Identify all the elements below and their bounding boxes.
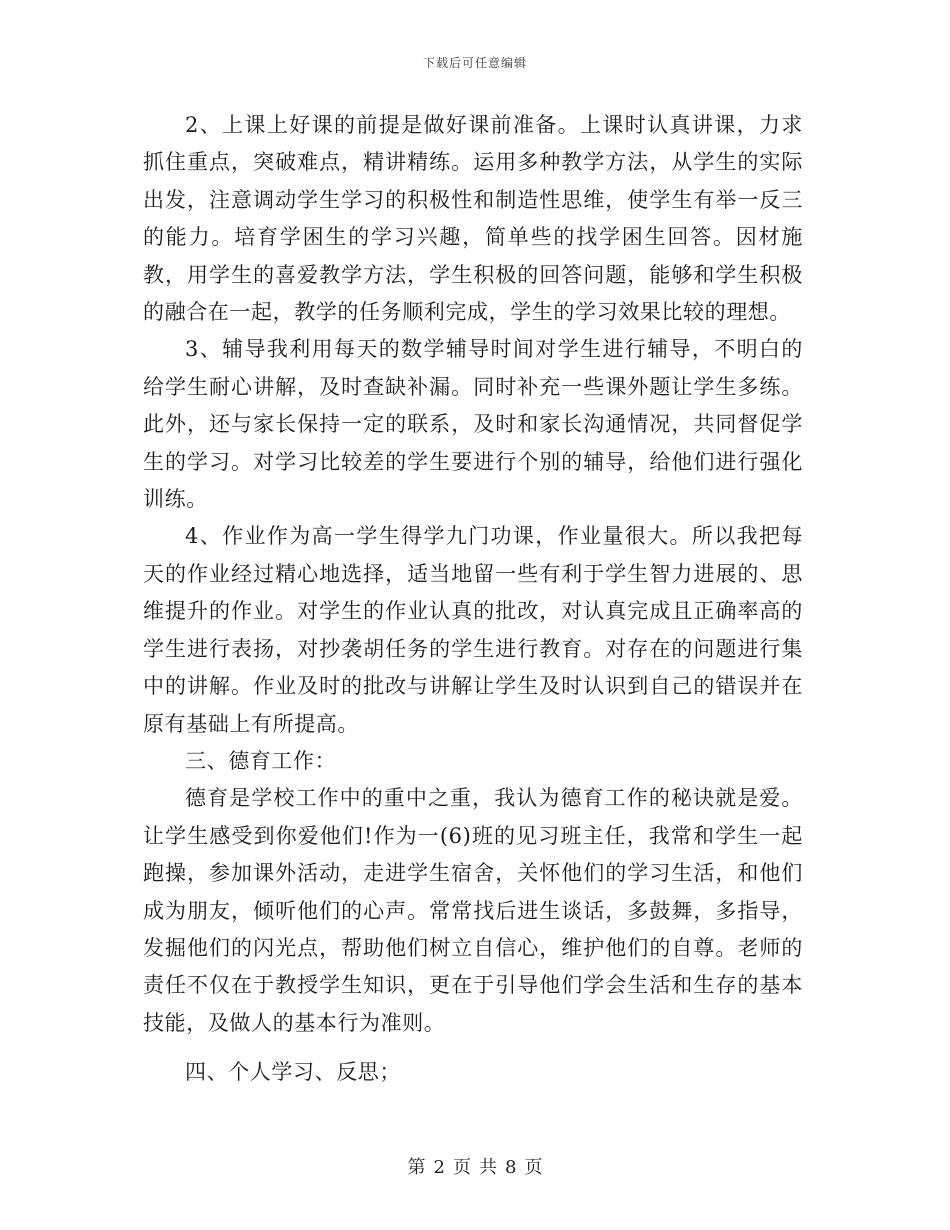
download-edit-note: 下载后可任意编辑 xyxy=(422,56,527,70)
page-number-footer xyxy=(0,1153,950,1179)
paragraph-tutoring: 3、辅导我利用每天的数学辅导时间对学生进行辅导，不明白的给学生耐心讲解，及时查缺补漏。同时补充一些课外题让学生多练。此外，还与家长保持一定的联系，及时和家长沟通情况，共同督促学生的学习。对学习比较差的学生要进行个别的辅导，给他们进行强化训练。 xyxy=(143,337,803,512)
footer-prefix: 第 xyxy=(407,1157,426,1178)
footer-total-word: 共 xyxy=(479,1157,497,1178)
paragraph-homework: 4、作业作为高一学生得学九门功课，作业量很大。所以我把每天的作业经过精心地选择，适当地留一些有利于学生智力进展的、思维提升的作业。对学生的作业认真的批改，对认真完成且正确率高的学生进行表扬，对抄袭胡任务的学生进行教育。对存在的问题进行集中的讲解。作业及时的批改与讲解让学生及时认识到自己的错误并在原有基础上有所提高。 xyxy=(143,524,803,736)
footer-suffix: 页 xyxy=(524,1157,543,1178)
section-heading-personal-study: 四、个人学习、反思； xyxy=(185,1060,401,1085)
total-pages-number: 8 xyxy=(505,1157,517,1178)
paragraph-moral-education: 德育是学校工作中的重中之重，我认为德育工作的秘诀就是爱。让学生感受到你爱他们!作为一(6)班的见习班主任，我常和学生一起跑操，参加课外活动，走进学生宿舍，关怀他们的学习生活，和他们成为朋友，倾听他们的心声。常常找后进生谈话，多鼓舞，多指导，发掘他们的闪光点，帮助他们树立自信心，维护他们的自尊。老师的责任不仅在于教授学生知识，更在于引导他们学会生活和生存的基本技能，及做人的基本行为准则。 xyxy=(143,786,803,1035)
footer-page-word: 页 xyxy=(453,1157,471,1178)
current-page-number: 2 xyxy=(433,1157,445,1178)
document-body xyxy=(143,107,803,1092)
paragraph-class-teaching: 2、上课上好课的前提是做好课前准备。上课时认真讲课，力求抓住重点，突破难点，精讲精练。运用多种教学方法，从学生的实际出发，注意调动学生学习的积极性和制造性思维，使学生有举一反三的能力。培育学困生的学习兴趣，简单些的找学困生回答。因材施教，用学生的喜爱教学方法，学生积极的回答问题，能够和学生积极的融合在一起，教学的任务顺利完成，学生的学习效果比较的理想。 xyxy=(143,113,803,325)
section-heading-moral-education: 三、德育工作： xyxy=(185,748,337,773)
